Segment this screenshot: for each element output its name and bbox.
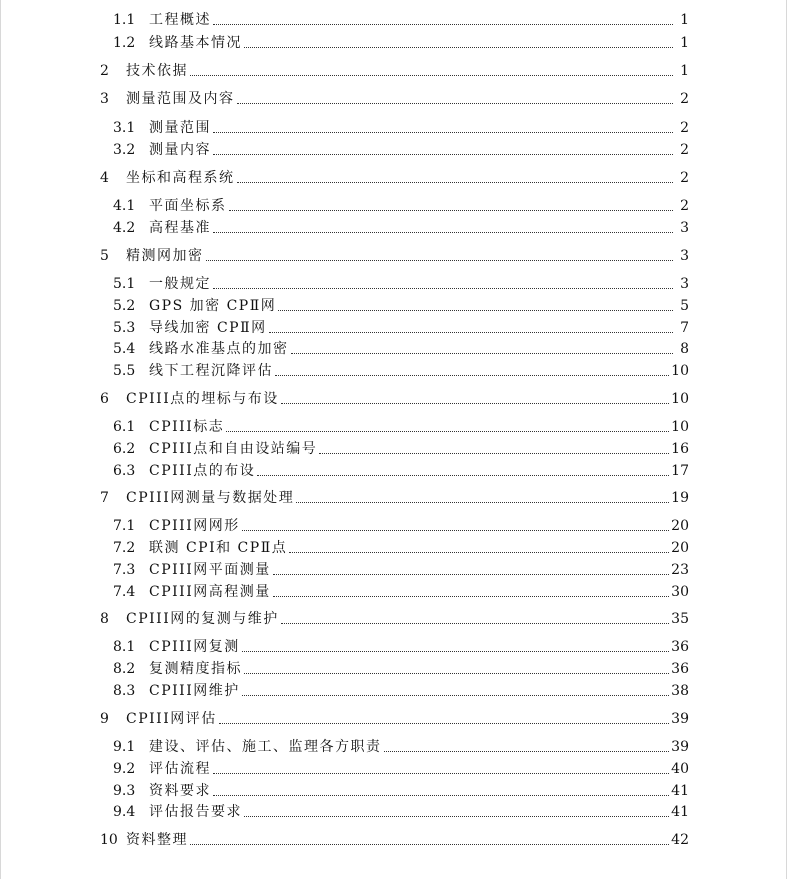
toc-entry-page: 5: [680, 298, 689, 314]
toc-dot-leader: [213, 231, 673, 233]
toc-entry-number: 5: [100, 248, 109, 264]
toc-entry-page: 39: [671, 739, 689, 755]
toc-entry-page: 3: [680, 276, 689, 292]
toc-entry-number: 2: [100, 63, 109, 79]
toc-entry-title: 评估报告要求: [149, 804, 242, 820]
toc-entry-title: CPIII点的布设: [149, 463, 256, 479]
toc-dot-leader: [190, 74, 673, 76]
toc-entry-title: CPIII网测量与数据处理: [126, 490, 295, 506]
toc-section-entry[interactable]: [113, 436, 689, 458]
toc-entry-title: 测量范围: [149, 120, 211, 136]
toc-entry-number: 8.3: [113, 683, 136, 699]
toc-dot-leader: [242, 694, 669, 696]
toc-dot-leader: [213, 287, 673, 289]
toc-entry-number: 1.2: [113, 35, 136, 51]
toc-dot-leader: [242, 650, 669, 652]
toc-dot-leader: [237, 181, 674, 183]
toc-entry-page: 23: [671, 562, 689, 578]
toc-dot-leader: [213, 131, 673, 133]
toc-section-entry[interactable]: [113, 358, 689, 380]
toc-chapter-entry[interactable]: [100, 606, 689, 628]
toc-dot-leader: [213, 153, 673, 155]
toc-chapter-entry[interactable]: [100, 243, 689, 265]
toc-section-entry[interactable]: [113, 215, 689, 237]
toc-entry-title: 资料要求: [149, 783, 211, 799]
toc-entry-page: 30: [671, 584, 689, 600]
toc-dot-leader: [281, 402, 669, 404]
toc-entry-title: 精测网加密: [126, 248, 204, 264]
toc-entry-title: CPIII点的埋标与布设: [126, 391, 279, 407]
toc-entry-title: CPIII标志: [149, 419, 225, 435]
toc-section-entry[interactable]: [113, 193, 689, 215]
toc-dot-leader: [229, 209, 674, 211]
toc-entry-page: 7: [680, 320, 689, 336]
toc-entry-number: 7.3: [113, 562, 136, 578]
toc-entry-page: 10: [671, 391, 689, 407]
toc-entry-number: 4.2: [113, 220, 136, 236]
toc-dot-leader: [219, 722, 669, 724]
toc-entry-page: 10: [671, 419, 689, 435]
toc-entry-page: 41: [671, 804, 689, 820]
toc-entry-title: 测量内容: [149, 142, 211, 158]
toc-entry-title: 工程概述: [149, 12, 211, 28]
toc-dot-leader: [269, 331, 673, 333]
toc-entry-number: 9: [100, 711, 109, 727]
toc-dot-leader: [281, 622, 669, 624]
page-edge-right: [786, 0, 787, 879]
toc-entry-page: 20: [671, 540, 689, 556]
toc-entry-title: 导线加密 CPⅡ网: [149, 320, 267, 336]
toc-entry-title: CPIII网评估: [126, 711, 217, 727]
toc-entry-number: 3: [100, 91, 109, 107]
toc-section-entry[interactable]: [113, 579, 689, 601]
toc-entry-number: 6.1: [113, 419, 136, 435]
toc-entry-page: 38: [671, 683, 689, 699]
toc-entry-page: 10: [671, 363, 689, 379]
toc-dot-leader: [319, 452, 669, 454]
toc-entry-number: 5.4: [113, 341, 136, 357]
toc-entry-title: CPIII网高程测量: [149, 584, 271, 600]
toc-section-entry[interactable]: [113, 137, 689, 159]
toc-section-entry[interactable]: [113, 799, 689, 821]
toc-section-entry[interactable]: [113, 678, 689, 700]
toc-entry-page: 2: [680, 120, 689, 136]
toc-entry-title: 平面坐标系: [149, 198, 227, 214]
toc-dot-leader: [237, 102, 674, 104]
toc-entry-number: 8: [100, 611, 109, 627]
toc-dot-leader: [244, 815, 669, 817]
toc-entry-page: 19: [671, 490, 689, 506]
toc-section-entry[interactable]: [113, 778, 689, 800]
toc-section-entry[interactable]: [113, 734, 689, 756]
toc-entry-title: CPIII点和自由设站编号: [149, 441, 318, 457]
toc-entry-title: 一般规定: [149, 276, 211, 292]
toc-dot-leader: [213, 23, 673, 25]
toc-entry-number: 6.3: [113, 463, 136, 479]
toc-entry-page: 35: [671, 611, 689, 627]
toc-entry-number: 6: [100, 391, 109, 407]
toc-entry-title: 坐标和高程系统: [126, 170, 235, 186]
toc-section-entry[interactable]: [113, 458, 689, 480]
toc-entry-page: 20: [671, 518, 689, 534]
toc-entry-page: 36: [671, 661, 689, 677]
toc-entry-title: CPIII网维护: [149, 683, 240, 699]
toc-dot-leader: [296, 501, 669, 503]
toc-entry-number: 8.1: [113, 639, 136, 655]
toc-entry-number: 9.4: [113, 804, 136, 820]
toc-section-entry[interactable]: [113, 315, 689, 337]
toc-entry-number: 6.2: [113, 441, 136, 457]
toc-entry-title: GPS 加密 CPⅡ网: [149, 298, 277, 314]
toc-entry-title: 高程基准: [149, 220, 211, 236]
toc-chapter-entry[interactable]: [100, 165, 689, 187]
toc-entry-number: 4.1: [113, 198, 136, 214]
toc-entry-title: 技术依据: [126, 63, 188, 79]
toc-section-entry[interactable]: [113, 115, 689, 137]
toc-entry-title: 资料整理: [126, 832, 188, 848]
page-edge-left: [0, 0, 1, 879]
toc-entry-number: 7.4: [113, 584, 136, 600]
toc-entry-title: 复测精度指标: [149, 661, 242, 677]
toc-entry-title: CPIII网网形: [149, 518, 240, 534]
toc-entry-number: 5.1: [113, 276, 136, 292]
toc-dot-leader: [291, 352, 674, 354]
toc-entry-page: 1: [680, 63, 689, 79]
toc-section-entry[interactable]: [113, 7, 689, 29]
toc-section-entry[interactable]: [113, 30, 689, 52]
toc-entry-title: 线路基本情况: [149, 35, 242, 51]
toc-entry-title: CPIII网平面测量: [149, 562, 271, 578]
toc-entry-title: 建设、评估、施工、监理各方职责: [149, 739, 382, 755]
toc-dot-leader: [244, 46, 673, 48]
toc-entry-number: 10: [100, 832, 118, 848]
toc-entry-number: 5.2: [113, 298, 136, 314]
toc-section-entry[interactable]: [113, 756, 689, 778]
toc-entry-title: 评估流程: [149, 761, 211, 777]
toc-entry-page: 16: [671, 441, 689, 457]
toc-entry-number: 9.2: [113, 761, 136, 777]
toc-entry-page: 17: [671, 463, 689, 479]
toc-section-entry[interactable]: [113, 656, 689, 678]
toc-dot-leader: [190, 843, 669, 845]
toc-entry-page: 3: [680, 248, 689, 264]
toc-dot-leader: [289, 551, 669, 553]
toc-entry-title: 测量范围及内容: [126, 91, 235, 107]
toc-entry-page: 2: [680, 170, 689, 186]
toc-entry-page: 41: [671, 783, 689, 799]
toc-dot-leader: [244, 672, 669, 674]
toc-entry-page: 1: [680, 12, 689, 28]
toc-entry-page: 36: [671, 639, 689, 655]
toc-entry-number: 9.1: [113, 739, 136, 755]
toc-section-entry[interactable]: [113, 557, 689, 579]
toc-entry-number: 9.3: [113, 783, 136, 799]
toc-dot-leader: [273, 595, 669, 597]
toc-entry-page: 1: [680, 35, 689, 51]
toc-chapter-entry[interactable]: [100, 827, 689, 849]
toc-entry-page: 8: [680, 341, 689, 357]
toc-entry-number: 7: [100, 490, 109, 506]
toc-section-entry[interactable]: [113, 336, 689, 358]
toc-entry-page: 2: [680, 142, 689, 158]
toc-dot-leader: [278, 309, 673, 311]
toc-entry-number: 3.1: [113, 120, 136, 136]
toc-section-entry[interactable]: [113, 634, 689, 656]
toc-chapter-entry[interactable]: [100, 706, 689, 728]
toc-entry-title: 联测 CPⅠ和 CPⅡ点: [149, 540, 288, 556]
toc-section-entry[interactable]: [113, 271, 689, 293]
toc-entry-title: CPIII网复测: [149, 639, 240, 655]
toc-dot-leader: [275, 374, 669, 376]
toc-chapter-entry[interactable]: [100, 86, 689, 108]
toc-dot-leader: [257, 474, 669, 476]
toc-section-entry[interactable]: [113, 535, 689, 557]
toc-entry-number: 8.2: [113, 661, 136, 677]
toc-entry-number: 7.1: [113, 518, 136, 534]
toc-section-entry[interactable]: [113, 293, 689, 315]
toc-entry-number: 5.3: [113, 320, 136, 336]
toc-entry-page: 42: [671, 832, 689, 848]
toc-dot-leader: [242, 529, 669, 531]
toc-dot-leader: [213, 794, 669, 796]
toc-dot-leader: [384, 750, 670, 752]
toc-entry-number: 7.2: [113, 540, 136, 556]
toc-entry-title: CPIII网的复测与维护: [126, 611, 279, 627]
toc-chapter-entry[interactable]: [100, 58, 689, 80]
toc-chapter-entry[interactable]: [100, 386, 689, 408]
toc-dot-leader: [213, 772, 669, 774]
toc-entry-number: 5.5: [113, 363, 136, 379]
toc-section-entry[interactable]: [113, 513, 689, 535]
toc-entry-page: 2: [680, 91, 689, 107]
toc-dot-leader: [273, 573, 669, 575]
toc-entry-page: 3: [680, 220, 689, 236]
toc-entry-page: 39: [671, 711, 689, 727]
toc-entry-number: 3.2: [113, 142, 136, 158]
toc-section-entry[interactable]: [113, 414, 689, 436]
toc-entry-page: 2: [680, 198, 689, 214]
toc-entry-page: 40: [671, 761, 689, 777]
toc-dot-leader: [226, 430, 669, 432]
toc-entry-number: 4: [100, 170, 109, 186]
toc-entry-title: 线下工程沉降评估: [149, 363, 273, 379]
toc-entry-title: 线路水准基点的加密: [149, 341, 289, 357]
toc-chapter-entry[interactable]: [100, 485, 689, 507]
toc-dot-leader: [206, 259, 674, 261]
toc-entry-number: 1.1: [113, 12, 136, 28]
